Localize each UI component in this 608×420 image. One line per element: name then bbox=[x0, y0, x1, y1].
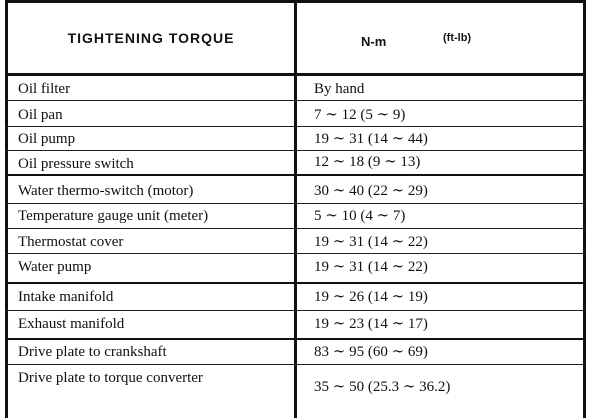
table-row-value: 19 ∼ 31 (14 ∼ 22) bbox=[314, 259, 428, 275]
table-row-value: 35 ∼ 50 (25.3 ∼ 36.2) bbox=[314, 379, 451, 395]
table-row-value: By hand bbox=[314, 81, 365, 97]
table-row-value: 19 ∼ 31 (14 ∼ 22) bbox=[314, 234, 428, 250]
table-row-item: Drive plate to crankshaft bbox=[18, 344, 167, 360]
row-rule bbox=[5, 253, 586, 254]
table-row-item: Intake manifold bbox=[18, 289, 114, 305]
row-rule bbox=[5, 150, 586, 151]
table-row-item: Water pump bbox=[18, 259, 92, 275]
row-rule bbox=[5, 310, 586, 311]
table-row-value: 7 ∼ 12 (5 ∼ 9) bbox=[314, 107, 406, 123]
row-rule bbox=[5, 100, 586, 101]
table-row-item: Temperature gauge unit (meter) bbox=[18, 208, 209, 224]
table-row-value: 30 ∼ 40 (22 ∼ 29) bbox=[314, 183, 428, 199]
header-unit-imperial: (ft-lb) bbox=[443, 32, 472, 44]
table-row-item: Oil pump bbox=[18, 131, 76, 147]
row-rule bbox=[5, 228, 586, 229]
row-rule bbox=[5, 364, 586, 365]
table-row-item: Oil filter bbox=[18, 81, 71, 97]
table-row-value: 19 ∼ 23 (14 ∼ 17) bbox=[314, 316, 428, 332]
table-row-item: Thermostat cover bbox=[18, 234, 124, 250]
table-row-value: 12 ∼ 18 (9 ∼ 13) bbox=[314, 154, 421, 170]
table-row-item: Oil pan bbox=[18, 107, 63, 123]
group-rule bbox=[5, 282, 586, 284]
row-rule bbox=[5, 126, 586, 127]
table-row-item: Exhaust manifold bbox=[18, 316, 125, 332]
table-row-item: Drive plate to torque converter bbox=[18, 370, 203, 386]
header-rule bbox=[5, 73, 586, 76]
table-row-value: 19 ∼ 31 (14 ∼ 44) bbox=[314, 131, 428, 147]
header-unit-metric: N-m bbox=[361, 34, 387, 49]
row-rule bbox=[5, 203, 586, 204]
table-row-value: 83 ∼ 95 (60 ∼ 69) bbox=[314, 344, 428, 360]
group-rule bbox=[5, 174, 586, 176]
table-row-item: Oil pressure switch bbox=[18, 156, 134, 172]
table-row-value: 5 ∼ 10 (4 ∼ 7) bbox=[314, 208, 406, 224]
table-row-item: Water thermo-switch (motor) bbox=[18, 183, 194, 199]
header-item-title: TIGHTENING TORQUE bbox=[67, 30, 235, 46]
column-divider bbox=[294, 0, 297, 418]
table-row-value: 19 ∼ 26 (14 ∼ 19) bbox=[314, 289, 428, 305]
group-rule bbox=[5, 338, 586, 340]
